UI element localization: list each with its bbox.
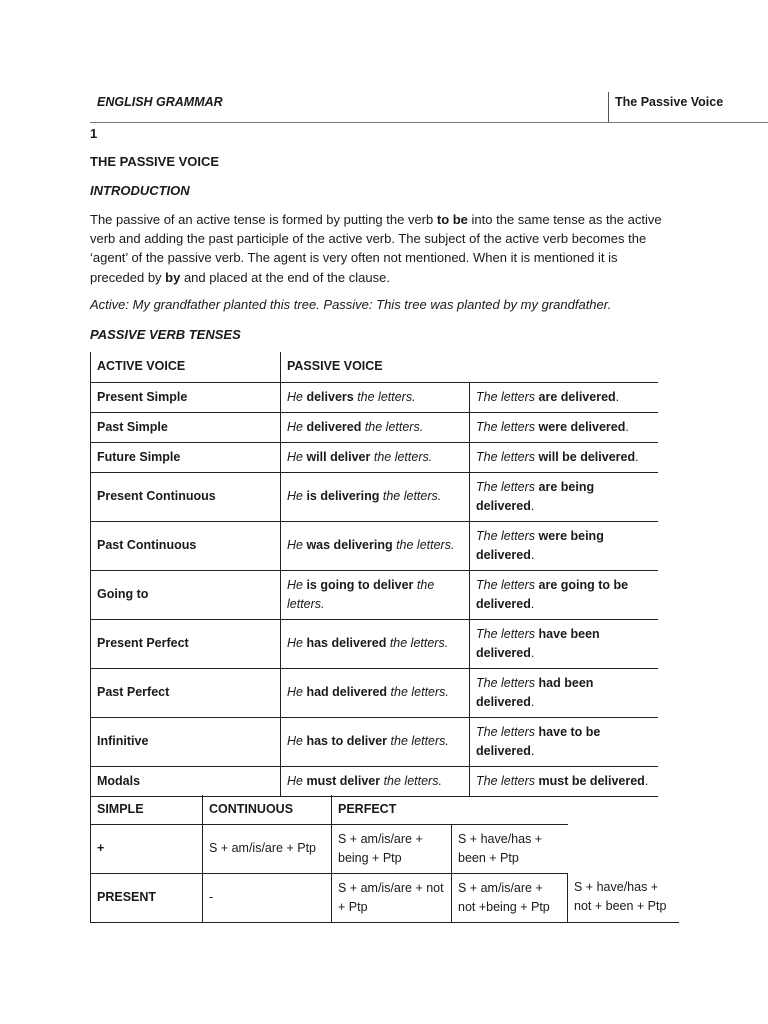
header-simple: SIMPLE	[91, 795, 203, 824]
passive-pre: The letters	[476, 577, 539, 592]
active-verb: was delivering	[306, 538, 393, 552]
passive-pre: The letters	[476, 449, 539, 464]
document-title: THE PASSIVE VOICE	[90, 154, 220, 169]
passive-pre: The letters	[476, 528, 539, 543]
formula-cell: S + am/is/are + being + Ptp	[332, 824, 452, 873]
active-example	[281, 570, 470, 619]
passive-example	[470, 619, 659, 668]
active-example	[281, 619, 470, 668]
active-verb: is delivering	[306, 489, 380, 503]
active-verb: has delivered	[306, 636, 387, 650]
active-example	[281, 412, 470, 442]
active-post: the letters.	[287, 577, 435, 611]
active-example	[281, 472, 470, 521]
passive-example	[470, 382, 659, 412]
tenses-heading: PASSIVE VERB TENSES	[90, 327, 241, 342]
passive-example	[470, 442, 659, 472]
passive-pre: The letters	[476, 675, 539, 690]
tense-label: Future Simple	[91, 442, 281, 472]
passive-post: .	[530, 596, 535, 611]
passive-pre: The letters	[476, 626, 539, 641]
intro-bold-1: to be	[436, 212, 468, 227]
page-number: 1	[90, 126, 98, 141]
active-post: the letters.	[380, 773, 442, 788]
active-post: the letters.	[379, 489, 442, 503]
table-row	[91, 766, 659, 796]
active-post: the letters.	[386, 636, 449, 650]
header-divider	[608, 92, 609, 122]
header-passive-voice: PASSIVE VOICE	[281, 352, 659, 382]
passive-verb: are going to be delivered	[476, 577, 629, 611]
active-example	[281, 521, 470, 570]
passive-post: .	[625, 419, 629, 434]
passive-post: .	[644, 773, 649, 788]
active-example	[281, 766, 470, 796]
passive-verb: are delivered	[538, 389, 616, 404]
active-example	[281, 668, 470, 717]
formula-cell: S + am/is/are + not + Ptp	[332, 873, 452, 922]
passive-verb: were being delivered	[476, 528, 604, 562]
active-post: the letters.	[361, 419, 424, 434]
intro-paragraph	[90, 210, 675, 287]
active-pre: He	[287, 773, 307, 788]
tense-label: Past Perfect	[91, 668, 281, 717]
tense-label: Going to	[91, 570, 281, 619]
passive-pre: The letters	[476, 773, 539, 788]
passive-example	[470, 472, 659, 521]
row-label: +	[91, 824, 203, 873]
formula-cell: S + am/is/are + Ptp	[203, 824, 332, 873]
tense-label: Present Perfect	[91, 619, 281, 668]
active-example	[281, 442, 470, 472]
table-row	[91, 382, 659, 412]
header-perfect: PERFECT	[338, 801, 397, 816]
passive-pre: The letters	[476, 419, 539, 434]
passive-verb: will be delivered	[538, 449, 636, 464]
passive-tenses-table	[90, 352, 658, 797]
active-verb: had delivered	[306, 685, 388, 699]
passive-example	[470, 412, 659, 442]
passive-example	[470, 766, 659, 796]
active-pre: He	[287, 419, 307, 434]
tense-label: Past Simple	[91, 412, 281, 442]
formula-row	[91, 824, 680, 873]
example-sentence: Active: My grandfather planted this tree. Passive: This tree was planted by my grandfather.	[90, 297, 612, 312]
passive-pre: The letters	[476, 724, 539, 739]
active-post: the letters.	[392, 538, 455, 552]
passive-example	[470, 570, 659, 619]
passive-verb: have been delivered	[476, 626, 600, 660]
table-header-row	[91, 352, 659, 382]
active-example	[281, 717, 470, 766]
header-rule	[90, 122, 768, 123]
active-verb: delivers	[306, 389, 354, 404]
intro-text-1: The passive of an active tense is formed by putting the verb	[90, 212, 437, 227]
formula-cell-empty	[568, 824, 680, 873]
formula-cell: S + am/is/are + not +being + Ptp	[452, 873, 568, 922]
header-active-voice: ACTIVE VOICE	[91, 352, 281, 382]
row-label: PRESENT	[91, 873, 203, 922]
passive-pre: The letters	[476, 479, 539, 494]
active-example	[281, 382, 470, 412]
passive-verb: have to be delivered	[476, 724, 601, 758]
passive-example	[470, 717, 659, 766]
passive-post: .	[615, 389, 620, 404]
table-row	[91, 521, 659, 570]
formula-cell: -	[203, 873, 332, 922]
passive-pre: The letters	[476, 389, 539, 404]
active-post: the letters.	[387, 734, 449, 748]
active-pre: He	[287, 734, 307, 748]
active-pre: He	[287, 489, 307, 503]
tense-label: Present Simple	[91, 382, 281, 412]
table-row	[91, 442, 659, 472]
passive-example	[470, 668, 659, 717]
header-left-title: ENGLISH GRAMMAR	[97, 95, 223, 109]
active-post: the letters.	[387, 685, 449, 699]
header-right-title: The Passive Voice	[615, 95, 724, 109]
tense-label: Present Continuous	[91, 472, 281, 521]
active-pre: He	[287, 685, 307, 699]
formula-header-row	[91, 795, 680, 824]
intro-heading: INTRODUCTION	[90, 183, 190, 198]
intro-bold-2: by	[165, 269, 181, 285]
formula-row	[91, 873, 680, 922]
active-post: the letters.	[353, 389, 416, 404]
table-row	[91, 412, 659, 442]
active-post: the letters.	[370, 449, 433, 464]
tense-label: Past Continuous	[91, 521, 281, 570]
tense-label: Modals	[91, 766, 281, 796]
table-row	[91, 570, 659, 619]
table-row	[91, 717, 659, 766]
passive-verb: had been delivered	[476, 675, 594, 709]
tense-label: Infinitive	[91, 717, 281, 766]
header-continuous: CONTINUOUS	[203, 795, 332, 824]
passive-verb: were delivered	[538, 419, 626, 434]
passive-example	[470, 521, 659, 570]
passive-verb: are being delivered	[476, 479, 595, 513]
active-pre: He	[287, 577, 307, 592]
active-pre: He	[287, 449, 307, 464]
active-pre: He	[287, 538, 307, 552]
passive-post: .	[530, 547, 535, 562]
active-pre: He	[287, 636, 307, 650]
active-verb: is going to deliver	[306, 577, 414, 592]
active-pre: He	[287, 389, 307, 404]
passive-post: .	[635, 449, 639, 464]
passive-post: .	[530, 743, 535, 758]
table-row	[91, 619, 659, 668]
intro-text-2: into the same tense as the active verb and adding the past participle of the active verb. The subject of the active verb becomes the ‘agent’ of the passive verb. The agent is very often not mentioned. When it is mentioned it is preceded by	[90, 212, 662, 285]
table-row	[91, 668, 659, 717]
passive-post: .	[530, 645, 535, 660]
passive-verb: must be delivered	[538, 773, 645, 788]
intro-text-3: and placed at the end of the clause.	[180, 269, 390, 285]
table-row	[91, 472, 659, 521]
passive-post: .	[530, 498, 535, 513]
formula-cell: S + have/has + not + been + Ptp	[568, 873, 680, 922]
formula-table	[90, 795, 679, 923]
formula-cell: S + have/has + been + Ptp	[452, 824, 568, 873]
active-verb: delivered	[306, 419, 362, 434]
active-verb: must deliver	[306, 773, 381, 788]
active-verb: has to deliver	[306, 734, 388, 748]
active-verb: will deliver	[306, 449, 371, 464]
passive-post: .	[530, 694, 535, 709]
